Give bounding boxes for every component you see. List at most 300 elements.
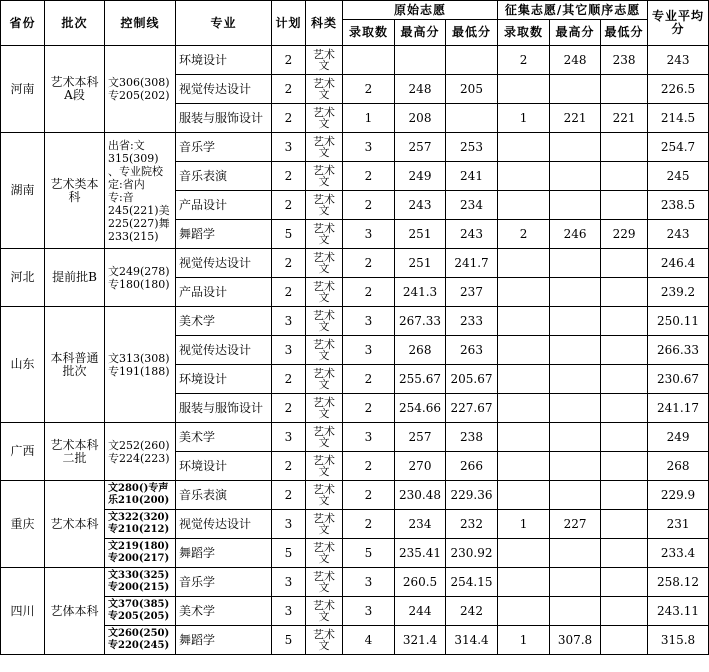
category-text-line2: 文 <box>318 88 330 101</box>
control-line-text: 文280()专声 <box>108 483 169 494</box>
major-avg-cell: 241.17 <box>648 394 709 423</box>
plan-cell: 3 <box>272 568 306 597</box>
major-avg-cell: 254.7 <box>648 133 709 162</box>
category-cell <box>306 249 343 278</box>
orig-min-cell: 241 <box>446 162 498 191</box>
orig-min-cell: 263 <box>446 336 498 365</box>
control-line-text: 专210(212) <box>108 524 170 535</box>
category-text-line2: 文 <box>318 639 330 652</box>
category-text-line2: 文 <box>318 494 330 507</box>
control-line-text: 233(215) <box>108 229 159 243</box>
province-cell: 重庆 <box>1 481 45 568</box>
supp-max-cell <box>550 394 601 423</box>
plan-cell: 3 <box>272 336 306 365</box>
plan-cell: 2 <box>272 75 306 104</box>
category-cell <box>306 133 343 162</box>
orig-min-cell: 243 <box>446 220 498 249</box>
orig-min-cell: 205.67 <box>446 365 498 394</box>
supp-admitted-cell <box>498 568 550 597</box>
control-line-text: 专:音 <box>108 190 134 204</box>
category-text-line2: 文 <box>318 175 330 188</box>
supp-min-cell <box>601 423 648 452</box>
orig-admitted-cell: 3 <box>343 568 395 597</box>
orig-admitted-cell: 3 <box>343 336 395 365</box>
batch-cell: 艺体本科 <box>45 568 105 655</box>
orig-min-cell: 238 <box>446 423 498 452</box>
category-text-line1: 艺术 <box>313 628 335 641</box>
orig-max-cell: 321.4 <box>395 626 446 655</box>
table-row <box>1 568 709 597</box>
category-text-line2: 文 <box>318 204 330 217</box>
category-cell <box>306 104 343 133</box>
control-line-cell <box>105 249 176 307</box>
plan-cell: 2 <box>272 104 306 133</box>
category-cell <box>306 365 343 394</box>
plan-cell: 3 <box>272 510 306 539</box>
plan-cell: 5 <box>272 626 306 655</box>
category-text-line2: 文 <box>318 233 330 246</box>
control-line-text: 专220(245) <box>108 640 170 651</box>
supp-min-cell <box>601 481 648 510</box>
major-cell: 视觉传达设计 <box>176 336 272 365</box>
plan-cell: 5 <box>272 220 306 249</box>
supp-min-cell <box>601 626 648 655</box>
control-line-text: 专191(188) <box>108 364 170 378</box>
table-header <box>1 1 709 46</box>
category-cell <box>306 452 343 481</box>
supp-admitted-cell <box>498 75 550 104</box>
category-text-line1: 艺术 <box>313 251 335 264</box>
control-line-text: 文219(180) <box>108 541 170 552</box>
orig-max-cell: 254.66 <box>395 394 446 423</box>
header-category: 科类 <box>306 1 343 46</box>
category-cell <box>306 307 343 336</box>
category-text-line1: 艺术 <box>313 164 335 177</box>
table-row <box>1 249 709 278</box>
orig-max-cell: 249 <box>395 162 446 191</box>
supp-min-cell <box>601 336 648 365</box>
major-cell: 产品设计 <box>176 278 272 307</box>
supp-min-cell: 238 <box>601 46 648 75</box>
province-cell: 广西 <box>1 423 45 481</box>
supp-min-cell <box>601 510 648 539</box>
supp-min-cell <box>601 249 648 278</box>
orig-min-cell: 314.4 <box>446 626 498 655</box>
category-cell <box>306 162 343 191</box>
major-avg-cell: 315.8 <box>648 626 709 655</box>
supp-max-cell <box>550 452 601 481</box>
category-text-line1: 艺术 <box>313 454 335 467</box>
supp-admitted-cell: 2 <box>498 46 550 75</box>
major-avg-cell: 238.5 <box>648 191 709 220</box>
batch-cell: 提前批B <box>45 249 105 307</box>
header-plan: 计划 <box>272 1 306 46</box>
orig-admitted-cell: 4 <box>343 626 395 655</box>
supp-max-cell: 246 <box>550 220 601 249</box>
orig-min-cell: 234 <box>446 191 498 220</box>
orig-admitted-cell: 2 <box>343 191 395 220</box>
orig-max-cell: 234 <box>395 510 446 539</box>
orig-max-cell: 257 <box>395 423 446 452</box>
control-line-cell <box>105 597 176 626</box>
major-cell: 环境设计 <box>176 46 272 75</box>
orig-admitted-cell: 3 <box>343 307 395 336</box>
control-line-cell <box>105 626 176 655</box>
table-row <box>1 481 709 510</box>
control-line-text: 文330(325) <box>108 570 170 581</box>
orig-max-cell: 241.3 <box>395 278 446 307</box>
control-line-text: 文322(320) <box>108 512 170 523</box>
control-line-text: 文252(260) <box>108 438 170 452</box>
major-cell: 服装与服饰设计 <box>176 394 272 423</box>
major-cell: 服装与服饰设计 <box>176 104 272 133</box>
orig-max-cell: 260.5 <box>395 568 446 597</box>
control-line-cell <box>105 539 176 568</box>
province-cell: 河北 <box>1 249 45 307</box>
category-text-line1: 艺术 <box>313 367 335 380</box>
control-line-text: 专205(202) <box>108 89 170 102</box>
category-text-line1: 艺术 <box>313 483 335 496</box>
batch-cell: 艺术类本科 <box>45 133 105 249</box>
orig-min-cell: 227.67 <box>446 394 498 423</box>
major-cell: 美术学 <box>176 307 272 336</box>
supp-max-cell <box>550 423 601 452</box>
orig-max-cell: 270 <box>395 452 446 481</box>
major-avg-cell: 229.9 <box>648 481 709 510</box>
batch-cell: 艺术本科二批 <box>45 423 105 481</box>
orig-admitted-cell: 2 <box>343 481 395 510</box>
orig-min-cell <box>446 46 498 75</box>
plan-cell: 3 <box>272 597 306 626</box>
supp-min-cell <box>601 365 648 394</box>
header-supp-min: 最低分 <box>601 20 648 46</box>
control-line-text: 出省:文 <box>108 138 145 152</box>
control-line-cell <box>105 423 176 481</box>
control-line-text: 专180(180) <box>108 277 170 291</box>
orig-admitted-cell: 2 <box>343 394 395 423</box>
supp-admitted-cell <box>498 162 550 191</box>
major-cell: 环境设计 <box>176 452 272 481</box>
supp-min-cell <box>601 597 648 626</box>
major-avg-cell: 243 <box>648 46 709 75</box>
table-row <box>1 626 709 655</box>
control-line-text: 225(227)舞 <box>108 216 170 230</box>
major-cell: 视觉传达设计 <box>176 249 272 278</box>
province-cell: 四川 <box>1 568 45 655</box>
major-cell: 舞蹈学 <box>176 220 272 249</box>
control-line-cell <box>105 510 176 539</box>
supp-max-cell <box>550 307 601 336</box>
header-supp-admitted: 录取数 <box>498 20 550 46</box>
control-line-cell <box>105 46 176 133</box>
supp-admitted-cell <box>498 365 550 394</box>
supp-max-cell <box>550 481 601 510</box>
supp-max-cell <box>550 249 601 278</box>
category-text-line1: 艺术 <box>313 570 335 583</box>
supp-min-cell <box>601 75 648 104</box>
supp-admitted-cell <box>498 133 550 162</box>
plan-cell: 2 <box>272 46 306 75</box>
control-line-cell <box>105 568 176 597</box>
supp-admitted-cell <box>498 249 550 278</box>
supp-min-cell <box>601 278 648 307</box>
plan-cell: 2 <box>272 162 306 191</box>
category-text-line2: 文 <box>318 349 330 362</box>
plan-cell: 3 <box>272 423 306 452</box>
orig-max-cell: 208 <box>395 104 446 133</box>
control-line-text: 245(221)美 <box>108 203 170 217</box>
supp-max-cell <box>550 539 601 568</box>
header-orig-max: 最高分 <box>395 20 446 46</box>
category-cell <box>306 220 343 249</box>
category-text-line2: 文 <box>318 407 330 420</box>
supp-max-cell <box>550 75 601 104</box>
supp-max-cell <box>550 162 601 191</box>
plan-cell: 3 <box>272 307 306 336</box>
orig-max-cell <box>395 46 446 75</box>
orig-admitted-cell: 2 <box>343 75 395 104</box>
orig-admitted-cell: 1 <box>343 104 395 133</box>
plan-cell: 2 <box>272 365 306 394</box>
supp-admitted-cell: 2 <box>498 220 550 249</box>
supp-admitted-cell: 1 <box>498 104 550 133</box>
supp-admitted-cell: 1 <box>498 626 550 655</box>
category-text-line2: 文 <box>318 552 330 565</box>
control-line-cell <box>105 133 176 249</box>
major-avg-cell: 243.11 <box>648 597 709 626</box>
province-cell: 河南 <box>1 46 45 133</box>
control-line-text: 专200(217) <box>108 553 170 564</box>
category-text-line2: 文 <box>318 117 330 130</box>
control-line-text: 文313(308) <box>108 351 170 365</box>
table-row <box>1 510 709 539</box>
table-row <box>1 539 709 568</box>
orig-max-cell: 251 <box>395 249 446 278</box>
supp-max-cell <box>550 568 601 597</box>
control-line-cell <box>105 307 176 423</box>
orig-min-cell: 205 <box>446 75 498 104</box>
supp-admitted-cell <box>498 307 550 336</box>
batch-cell: 本科普通批次 <box>45 307 105 423</box>
category-text-line1: 艺术 <box>313 222 335 235</box>
header-major-avg: 专业平均分 <box>648 1 709 46</box>
batch-cell: 艺术本科A段 <box>45 46 105 133</box>
major-cell: 音乐表演 <box>176 162 272 191</box>
orig-min-cell: 241.7 <box>446 249 498 278</box>
orig-admitted-cell: 2 <box>343 452 395 481</box>
orig-admitted-cell: 2 <box>343 510 395 539</box>
orig-min-cell: 230.92 <box>446 539 498 568</box>
orig-admitted-cell: 2 <box>343 278 395 307</box>
supp-max-cell <box>550 597 601 626</box>
category-text-line2: 文 <box>318 291 330 304</box>
major-avg-cell: 266.33 <box>648 336 709 365</box>
supp-min-cell <box>601 394 648 423</box>
supp-min-cell <box>601 307 648 336</box>
major-cell: 视觉传达设计 <box>176 75 272 104</box>
supp-admitted-cell <box>498 597 550 626</box>
header-supplementary: 征集志愿/其它顺序志愿 <box>498 1 648 20</box>
orig-max-cell: 255.67 <box>395 365 446 394</box>
supp-max-cell: 248 <box>550 46 601 75</box>
major-cell: 环境设计 <box>176 365 272 394</box>
supp-admitted-cell <box>498 191 550 220</box>
category-text-line1: 艺术 <box>313 396 335 409</box>
major-avg-cell: 268 <box>648 452 709 481</box>
supp-max-cell <box>550 336 601 365</box>
orig-admitted-cell <box>343 46 395 75</box>
major-avg-cell: 230.67 <box>648 365 709 394</box>
header-control-line: 控制线 <box>105 1 176 46</box>
batch-cell: 艺术本科 <box>45 481 105 568</box>
major-avg-cell: 249 <box>648 423 709 452</box>
category-text-line2: 文 <box>318 146 330 159</box>
supp-admitted-cell <box>498 394 550 423</box>
supp-max-cell <box>550 133 601 162</box>
category-text-line1: 艺术 <box>313 77 335 90</box>
category-text-line2: 文 <box>318 465 330 478</box>
header-province: 省份 <box>1 1 45 46</box>
category-cell <box>306 626 343 655</box>
supp-max-cell <box>550 278 601 307</box>
control-line-text: 文370(385) <box>108 599 170 610</box>
orig-admitted-cell: 3 <box>343 597 395 626</box>
category-text-line2: 文 <box>318 610 330 623</box>
major-avg-cell: 226.5 <box>648 75 709 104</box>
category-text-line2: 文 <box>318 436 330 449</box>
plan-cell: 2 <box>272 278 306 307</box>
major-cell: 产品设计 <box>176 191 272 220</box>
major-cell: 舞蹈学 <box>176 626 272 655</box>
table-body <box>1 46 709 655</box>
orig-max-cell: 251 <box>395 220 446 249</box>
supp-max-cell: 221 <box>550 104 601 133</box>
supp-max-cell: 307.8 <box>550 626 601 655</box>
orig-max-cell: 267.33 <box>395 307 446 336</box>
orig-min-cell: 233 <box>446 307 498 336</box>
orig-max-cell: 257 <box>395 133 446 162</box>
orig-admitted-cell: 2 <box>343 249 395 278</box>
header-supp-max: 最高分 <box>550 20 601 46</box>
supp-min-cell: 229 <box>601 220 648 249</box>
supp-min-cell: 221 <box>601 104 648 133</box>
category-cell <box>306 568 343 597</box>
control-line-text: 文249(278) <box>108 264 170 278</box>
category-text-line1: 艺术 <box>313 48 335 61</box>
orig-admitted-cell: 2 <box>343 365 395 394</box>
major-cell: 美术学 <box>176 597 272 626</box>
control-line-text: 专200(215) <box>108 582 170 593</box>
orig-max-cell: 244 <box>395 597 446 626</box>
control-line-text: 定:省内 <box>108 177 145 191</box>
control-line-text: 乐210(200) <box>108 495 170 506</box>
orig-min-cell: 242 <box>446 597 498 626</box>
orig-min-cell: 254.15 <box>446 568 498 597</box>
table-row <box>1 133 709 162</box>
category-text-line1: 艺术 <box>313 425 335 438</box>
orig-max-cell: 243 <box>395 191 446 220</box>
category-cell <box>306 191 343 220</box>
supp-max-cell: 227 <box>550 510 601 539</box>
category-cell <box>306 539 343 568</box>
supp-min-cell <box>601 133 648 162</box>
control-line-text: 专205(205) <box>108 611 170 622</box>
category-text-line2: 文 <box>318 320 330 333</box>
major-avg-cell: 250.11 <box>648 307 709 336</box>
header-orig-admitted: 录取数 <box>343 20 395 46</box>
major-cell: 音乐学 <box>176 568 272 597</box>
major-avg-cell: 258.12 <box>648 568 709 597</box>
control-line-text: 315(309) <box>108 151 159 165</box>
supp-admitted-cell <box>498 278 550 307</box>
category-text-line1: 艺术 <box>313 338 335 351</box>
orig-admitted-cell: 3 <box>343 220 395 249</box>
major-cell: 视觉传达设计 <box>176 510 272 539</box>
plan-cell: 2 <box>272 191 306 220</box>
supp-admitted-cell <box>498 336 550 365</box>
orig-min-cell: 237 <box>446 278 498 307</box>
major-avg-cell: 245 <box>648 162 709 191</box>
supp-min-cell <box>601 191 648 220</box>
table-row <box>1 307 709 336</box>
category-text-line1: 艺术 <box>313 541 335 554</box>
orig-min-cell: 229.36 <box>446 481 498 510</box>
category-cell <box>306 423 343 452</box>
category-text-line1: 艺术 <box>313 106 335 119</box>
supp-max-cell <box>550 191 601 220</box>
supp-min-cell <box>601 568 648 597</box>
orig-max-cell: 230.48 <box>395 481 446 510</box>
orig-max-cell: 235.41 <box>395 539 446 568</box>
category-cell <box>306 75 343 104</box>
supp-max-cell <box>550 365 601 394</box>
major-cell: 音乐表演 <box>176 481 272 510</box>
supp-admitted-cell <box>498 452 550 481</box>
supp-min-cell <box>601 452 648 481</box>
supp-min-cell <box>601 539 648 568</box>
plan-cell: 2 <box>272 249 306 278</box>
supp-admitted-cell <box>498 539 550 568</box>
category-text-line1: 艺术 <box>313 512 335 525</box>
major-avg-cell: 246.4 <box>648 249 709 278</box>
major-cell: 音乐学 <box>176 133 272 162</box>
header-batch: 批次 <box>45 1 105 46</box>
major-cell: 舞蹈学 <box>176 539 272 568</box>
plan-cell: 2 <box>272 452 306 481</box>
category-text-line2: 文 <box>318 378 330 391</box>
header-original: 原始志愿 <box>343 1 498 20</box>
province-cell: 湖南 <box>1 133 45 249</box>
category-cell <box>306 510 343 539</box>
control-line-text: 文260(250) <box>108 628 170 639</box>
supp-min-cell <box>601 162 648 191</box>
major-cell: 美术学 <box>176 423 272 452</box>
table-row <box>1 46 709 75</box>
category-text-line1: 艺术 <box>313 309 335 322</box>
category-text-line2: 文 <box>318 523 330 536</box>
orig-min-cell: 253 <box>446 133 498 162</box>
plan-cell: 5 <box>272 539 306 568</box>
orig-min-cell: 266 <box>446 452 498 481</box>
category-cell <box>306 278 343 307</box>
category-text-line1: 艺术 <box>313 193 335 206</box>
orig-admitted-cell: 3 <box>343 133 395 162</box>
major-avg-cell: 243 <box>648 220 709 249</box>
major-avg-cell: 214.5 <box>648 104 709 133</box>
category-text-line1: 艺术 <box>313 599 335 612</box>
major-avg-cell: 239.2 <box>648 278 709 307</box>
major-avg-cell: 233.4 <box>648 539 709 568</box>
